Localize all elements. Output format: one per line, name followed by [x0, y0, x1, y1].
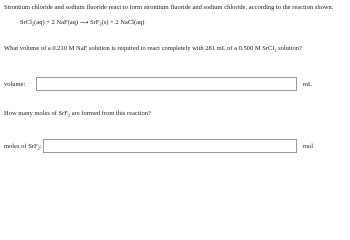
moles-unit: mol — [303, 143, 314, 150]
intro-text: Strontium chloride and sodium fluoride react to form strontium fluoride and sodium chloride, according to the reaction shown. — [4, 4, 334, 11]
reactant-srcl2: SrCl$_2$(aq) + 2 NaF(aq) — [20, 19, 79, 27]
question-moles: How many moles of SrF$_2$ are formed from this reaction? — [4, 110, 151, 118]
volume-input[interactable] — [36, 77, 297, 91]
volume-label: volume: — [4, 81, 26, 88]
moles-label: moles of SrF$_2$: — [4, 143, 42, 151]
product-srf2: SrF$_2$(s) + 2 NaCl(aq) — [89, 19, 145, 27]
moles-input[interactable] — [43, 139, 297, 153]
volume-unit: mL — [303, 81, 313, 88]
reaction-arrow-icon: ⟶ — [79, 19, 89, 26]
question-volume: What volume of a 0.210 M NaF solution is required to react completely with 281 mL of a 0.500 M SrCl$_2$ solution? — [4, 45, 302, 53]
reaction-equation — [20, 19, 144, 27]
